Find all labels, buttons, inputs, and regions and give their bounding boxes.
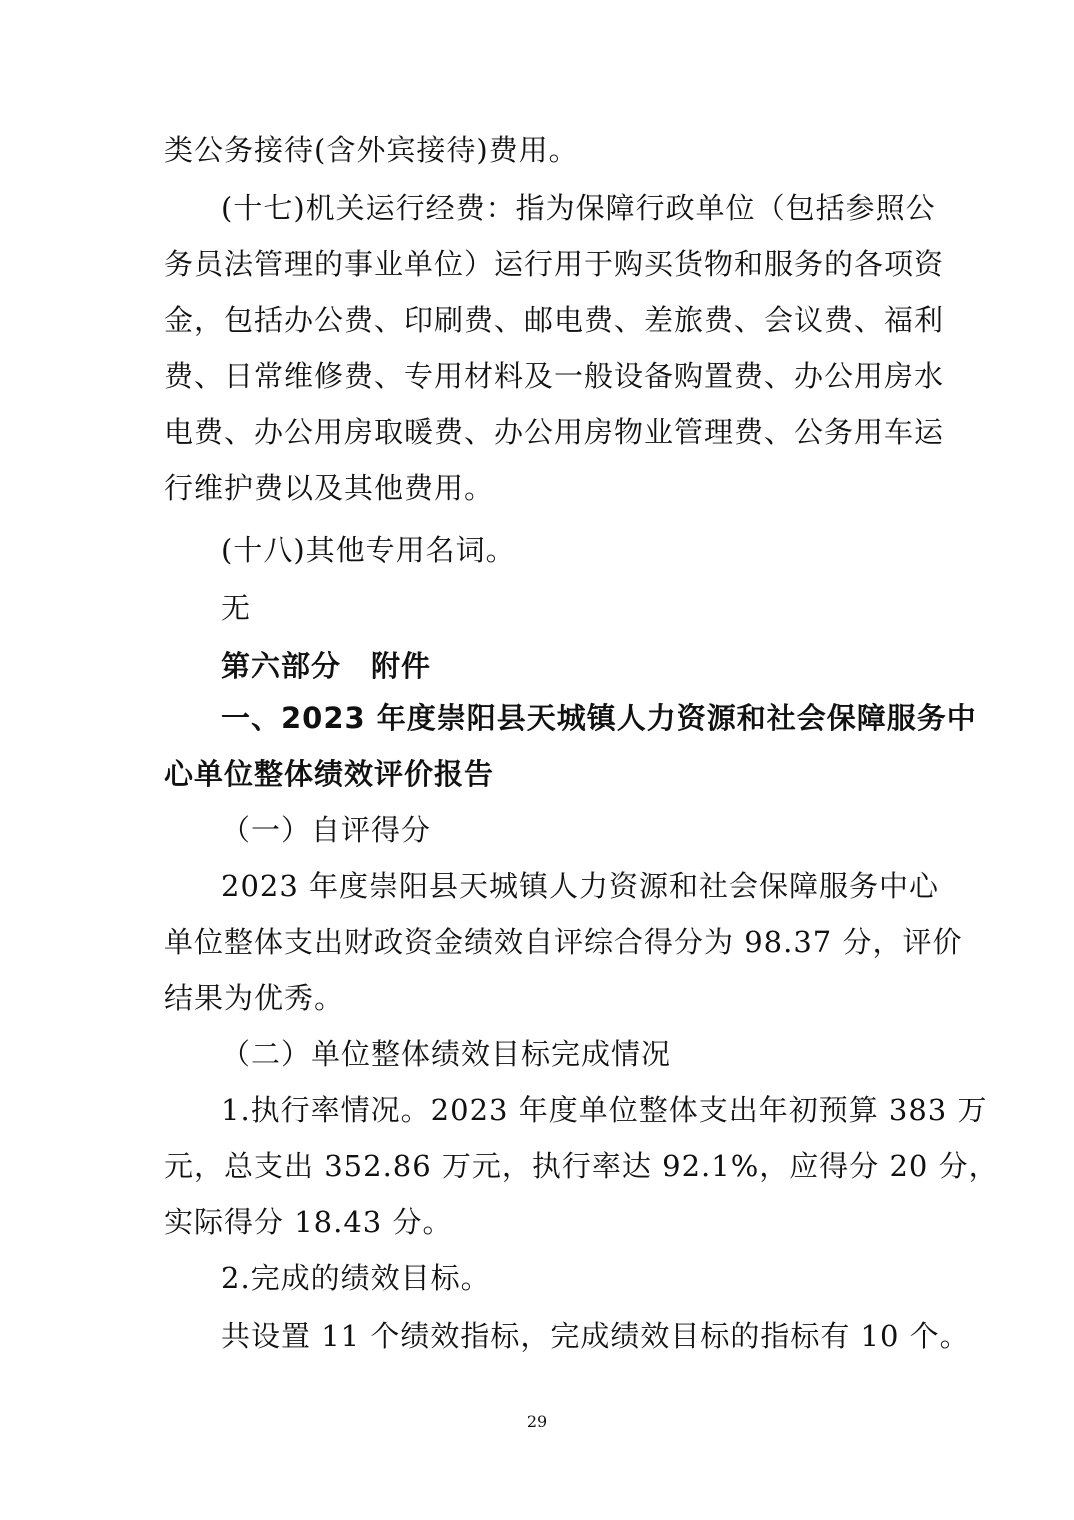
text-line-13: （一）自评得分 bbox=[221, 813, 432, 847]
section-heading: 第六部分 附件 bbox=[221, 649, 432, 683]
text-line-14: 2023 年度崇阳县天城镇人力资源和社会保障服务中心 bbox=[221, 869, 940, 903]
text-line-2: (十七)机关运行经费：指为保障行政单位（包括参照公 bbox=[221, 191, 936, 225]
text-line-21: 2.完成的绩效目标。 bbox=[221, 1261, 491, 1295]
subsection-heading-line-1: 一、2023 年度崇阳县天城镇人力资源和社会保障服务中 bbox=[221, 701, 977, 735]
text-line-18: 1.执行率情况。2023 年度单位整体支出年初预算 383 万 bbox=[221, 1093, 988, 1127]
text-line-7: 行维护费以及其他费用。 bbox=[164, 471, 495, 505]
text-line-19: 元，总支出 352.86 万元，执行率达 92.1%，应得分 20 分， bbox=[164, 1149, 999, 1183]
page-number: 29 bbox=[526, 1412, 548, 1431]
text-line-20: 实际得分 18.43 分。 bbox=[164, 1205, 453, 1239]
subsection-heading-line-2: 心单位整体绩效评价报告 bbox=[164, 757, 495, 791]
text-line-3: 务员法管理的事业单位）运行用于购买货物和服务的各项资 bbox=[164, 247, 945, 281]
text-line-17: （二）单位整体绩效目标完成情况 bbox=[221, 1037, 672, 1071]
text-line-1: 类公务接待(含外宾接待)费用。 bbox=[164, 133, 579, 167]
text-line-16: 结果为优秀。 bbox=[164, 981, 345, 1015]
text-line-6: 电费、办公用房取暖费、办公用房物业管理费、公务用车运 bbox=[164, 415, 945, 449]
text-line-15: 单位整体支出财政资金绩效自评综合得分为 98.37 分，评价 bbox=[164, 925, 963, 959]
text-line-8: (十八)其他专用名词。 bbox=[221, 533, 516, 567]
text-line-9: 无 bbox=[221, 591, 252, 625]
text-line-4: 金，包括办公费、印刷费、邮电费、差旅费、会议费、福利 bbox=[164, 303, 945, 337]
text-line-5: 费、日常维修费、专用材料及一般设备购置费、办公用房水 bbox=[164, 359, 945, 393]
text-line-22: 共设置 11 个绩效指标，完成绩效目标的指标有 10 个。 bbox=[221, 1319, 970, 1353]
